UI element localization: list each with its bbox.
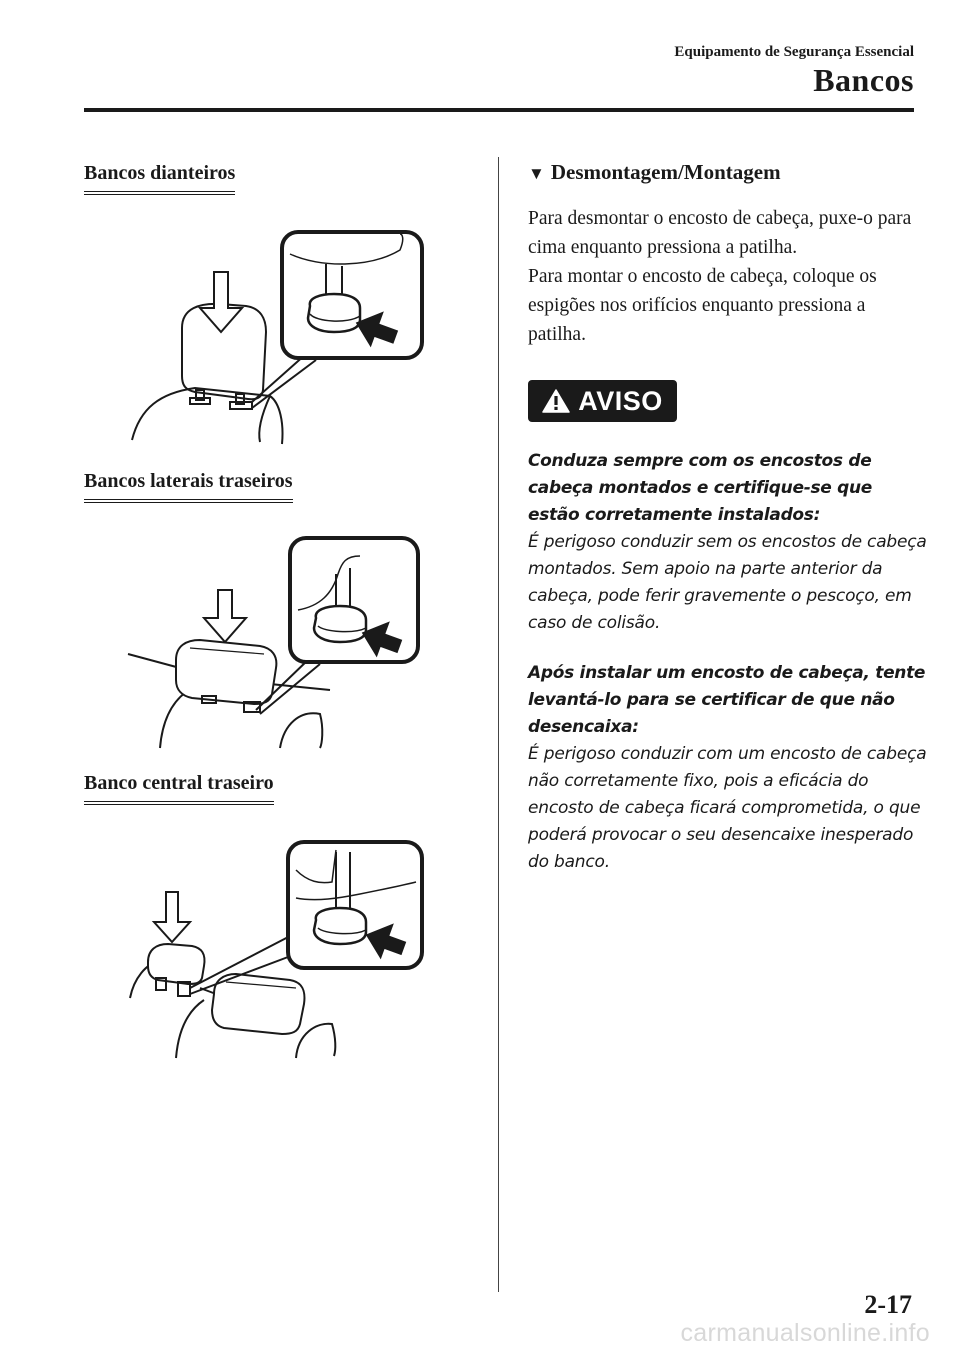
watermark: carmanualsonline.info bbox=[680, 1319, 930, 1347]
page-title: Bancos bbox=[813, 62, 914, 98]
instructions-text bbox=[528, 204, 918, 349]
warning-1-heading: Conduza sempre com os encostos de cabeça montados e certifique-se que estão corretamente instalados: bbox=[528, 451, 873, 525]
page-number: 2-17 bbox=[864, 1290, 912, 1319]
warning-badge bbox=[528, 380, 677, 422]
warning-2-heading: Após instalar um encosto de cabeça, tente levantá-lo para se certificar de que não desencaixa: bbox=[528, 663, 926, 737]
warning-label: AVISO bbox=[578, 385, 663, 416]
column-divider bbox=[498, 157, 499, 1292]
warning-triangle-icon bbox=[542, 388, 570, 414]
rear-center-seat-heading: Banco central traseiro bbox=[84, 772, 274, 799]
remove-instructions: Para desmontar o encosto de cabeça, puxe-o para cima enquanto pressiona a patilha. bbox=[528, 208, 912, 258]
rear-outboard-seats-heading: Bancos laterais traseiros bbox=[84, 470, 293, 497]
warning-item-2 bbox=[528, 660, 928, 876]
header-rule bbox=[84, 108, 914, 112]
front-seat-headrest-figure bbox=[120, 228, 440, 448]
section-heading-text: Desmontagem/Montagem bbox=[550, 160, 781, 184]
rear-outboard-headrest-figure bbox=[120, 534, 440, 754]
header-section-title: Equipamento de Segurança Essencial bbox=[674, 44, 914, 60]
disassembly-assembly-heading bbox=[528, 160, 781, 185]
install-instructions: Para montar o encosto de cabeça, coloque os espigões nos orifícios enquanto pressiona a patilha. bbox=[528, 266, 877, 345]
rear-center-headrest-figure bbox=[120, 838, 440, 1060]
front-seats-heading: Bancos dianteiros bbox=[84, 162, 235, 189]
warning-item-1 bbox=[528, 448, 928, 637]
warning-1-text: É perigoso conduzir sem os encostos de cabeça montados. Sem apoio na parte anterior da cabeça, pode ferir gravemente o pescoço, em caso de colisão. bbox=[528, 532, 927, 633]
section-marker-icon: ▼ bbox=[528, 164, 545, 183]
warning-2-text: É perigoso conduzir com um encosto de cabeça não corretamente fixo, pois a eficácia do encosto de cabeça ficará comprometida, o que poderá provocar o seu desencaixe inesperado do banco. bbox=[528, 744, 927, 872]
